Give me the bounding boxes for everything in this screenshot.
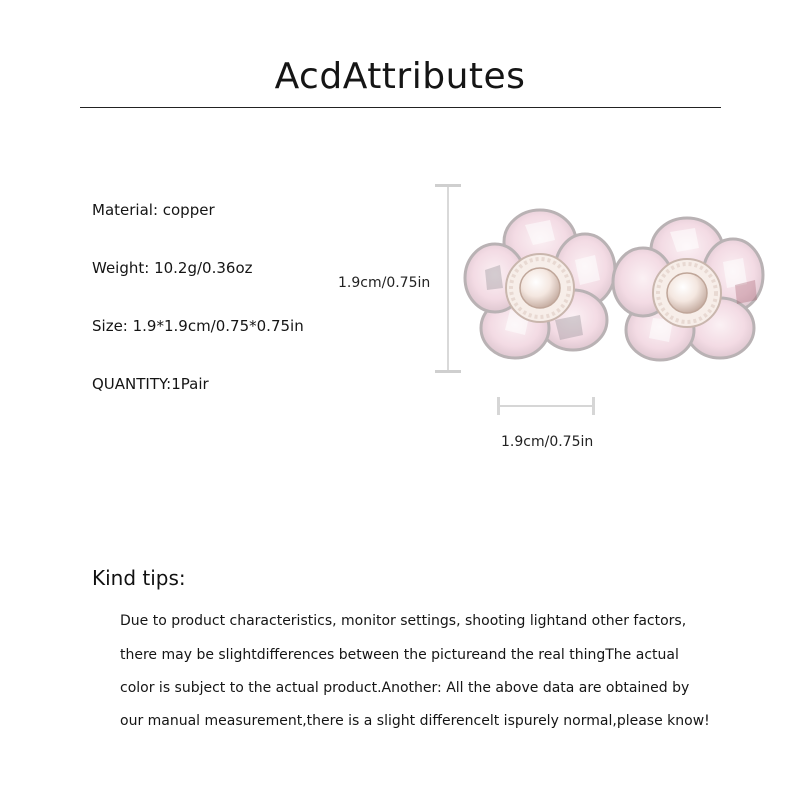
page-title: AcdAttributes bbox=[274, 56, 526, 97]
horizontal-dimension-line bbox=[499, 405, 594, 407]
spec-size: Size: 1.9*1.9cm/0.75*0.75in bbox=[92, 317, 304, 335]
spec-material: Material: copper bbox=[92, 201, 215, 219]
left-earring bbox=[465, 210, 615, 358]
title-divider bbox=[80, 107, 721, 108]
horizontal-dimension-cap-left bbox=[497, 397, 500, 415]
tip-line-4: our manual measurement,there is a slight differencelt ispurely normal,please know! bbox=[120, 713, 710, 729]
vertical-dimension-cap-top bbox=[435, 184, 461, 187]
horizontal-dimension-cap-right bbox=[592, 397, 595, 415]
spec-quantity: QUANTITY:1Pair bbox=[92, 375, 209, 393]
horizontal-dimension-label: 1.9cm/0.75in bbox=[501, 434, 594, 450]
tip-line-1: Due to product characteristics, monitor settings, shooting lightand other factors, bbox=[120, 613, 687, 629]
kind-tips-heading: Kind tips: bbox=[92, 566, 186, 590]
vertical-dimension-line bbox=[447, 185, 449, 372]
spec-weight: Weight: 10.2g/0.36oz bbox=[92, 259, 253, 277]
right-earring bbox=[613, 218, 763, 360]
tip-line-2: there may be slightdifferences between the pictureand the real thingThe actual bbox=[120, 647, 679, 663]
vertical-dimension-label: 1.9cm/0.75in bbox=[338, 275, 431, 291]
tip-line-3: color is subject to the actual product.Another: All the above data are obtained by bbox=[120, 680, 690, 696]
flower-earrings-image bbox=[455, 200, 775, 375]
